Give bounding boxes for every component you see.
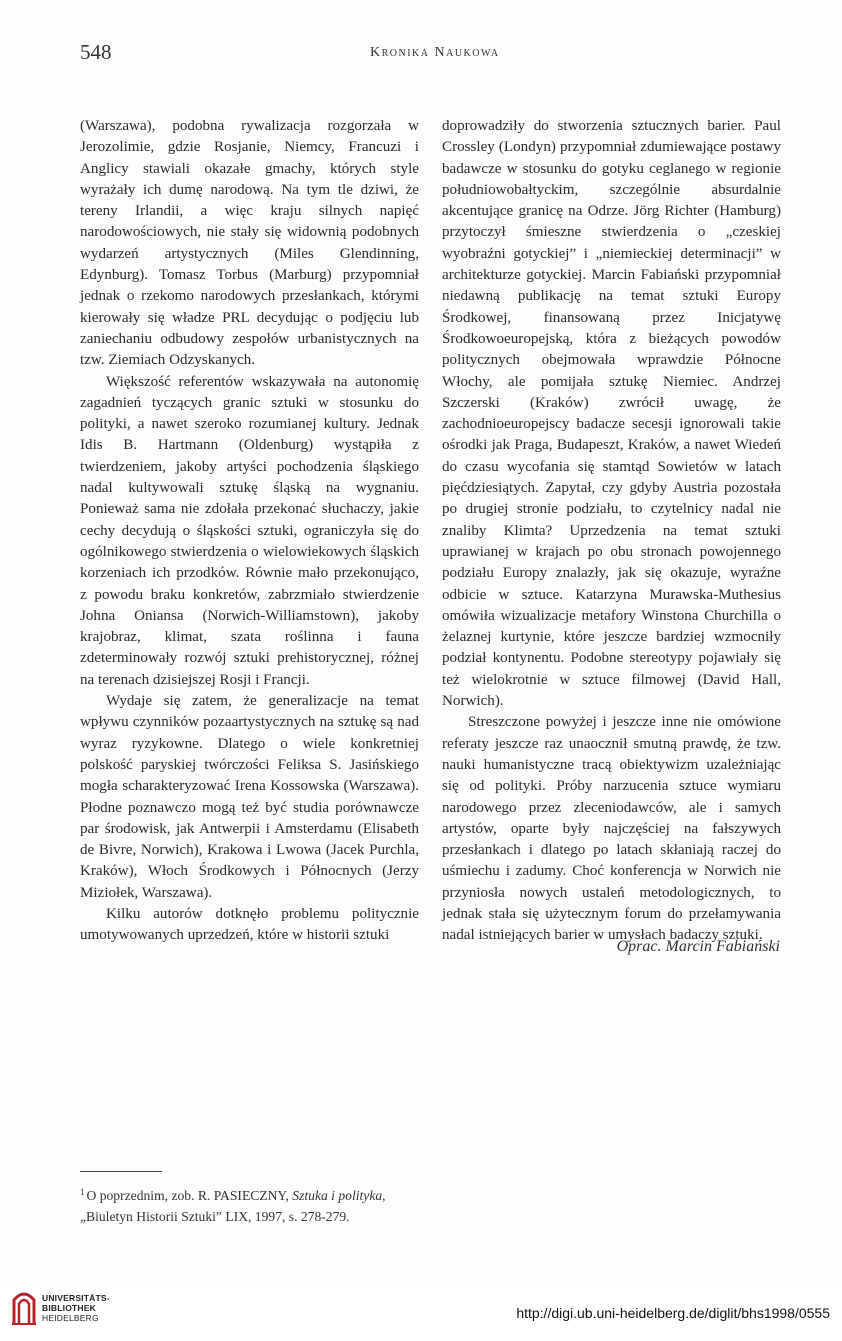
- right-column: [442, 116, 781, 947]
- library-logo[interactable]: [10, 1290, 120, 1330]
- paragraph: Streszczone powyżej i jeszcze inne nie omówione referaty jeszcze raz unaocznił smutną prawdę, że tzw. nauki humanistyczne tracą obiektywizm uzależniając się od polityki. Próby narzucenia sztuce wymiaru narodowego przez zleceniodawców, ale i samych artystów, oparte były najczęściej na fałszywych przesłankach i dlatego po latach skłaniają raczej do uśmiechu i zadumy. Choć konferencja w Norwich nie przyniosła nowych ustaleń metodologicznych, to jednak stała się użytecznym forum do przełamywania nadal istniejących barier w umysłach badaczy sztuki.: [442, 714, 781, 944]
- logo-line-1: UNIVERSITÄTS-: [42, 1293, 110, 1303]
- paragraph: (Warszawa), podobna rywalizacja rozgorzała w Jerozolimie, gdzie Rosjanie, Niemcy, Francuzi i Anglicy stawiali okazałe gmachy, których style wyrażały ich dumę narodową. Na tym tle dziwi, że tereny Irlandii, a więc kraju silnych napięć narodowościowych, nie stały się widownią podobnych wydarzeń artystycznych (Miles Glendinning, Edynburg). Tomasz Torbus (Marburg) przypomniał jednak o rzekomo narodowych przesłankach, którymi kierowały się władze PRL decydując o podjęciu lub zaniechaniu odbudowy zespołów urbanistycznych na tzw. Ziemiach Odzyskanych.: [80, 118, 419, 369]
- running-head: Kronika Naukowa: [370, 45, 500, 60]
- library-name: [42, 1293, 110, 1323]
- author-signature: Oprac. Marcin Fabiański: [616, 938, 780, 955]
- paragraph: Kilku autorów dotknęło problemu politycznie umotywowanych uprzedzeń, które w historii sztuki: [80, 905, 419, 944]
- page-number: 548: [80, 40, 112, 64]
- footnote: [80, 1182, 425, 1227]
- logo-line-3: HEIDELBERG: [42, 1313, 99, 1323]
- source-url-link[interactable]: http://digi.ub.uni-heidelberg.de/diglit/bhs1998/0555: [516, 1305, 830, 1321]
- paragraph: Większość referentów wskazywała na autonomię zagadnień tyczących granic sztuki w stosunku do polityki, a nawet szeroko rozumianej kultury. Jednak Idis B. Hartmann (Oldenburg) wystąpiła z twierdzeniem, jakoby artyści pochodzenia śląskiego nadal kultywowali sztukę śląską na wygnaniu. Ponieważ sama nie zdołała przekonać słuchaczy, jakie cechy decydują o śląskości sztuki, ograniczyła się do ogólnikowego stwierdzenia o wielowiekowych śląskich korzeniach ich przodków. Równie mało przekonująco, z powodu braku konkretów, zabrzmiało stwierdzenie Johna Oniansa (Norwich-Williamstown), jakoby krajobraz, klimat, szata roślinna i fauna zdeterminowały rozwój sztuki prehistorycznej, różnej na terenach dzisiejszej Rosji i Francji.: [80, 373, 419, 688]
- paragraph: Wydaje się zatem, że generalizacje na temat wpływu czynników pozaartystycznych na sztukę są nad wyraz ryzykowne. Dlatego o wiele konkretniej polskość paryskiej twórczości Feliksa S. Jasińskiego mogła scharakteryzować Irena Kossowska (Warszawa). Płodne poznawczo mogą też być studia porównawcze par środowisk, jak Antwerpii i Amsterdamu (Elisabeth de Bivre, Norwich), Krakowa i Lwowa (Jacek Purchla, Kraków), Włoch Środkowych i Północnych (Jerzy Miziołek, Warszawa).: [80, 693, 419, 901]
- library-seal-icon: [10, 1290, 38, 1326]
- footnote-title: Sztuka i polityka: [292, 1188, 383, 1203]
- footnote-text-end: , „Biuletyn Historii Sztuki” LIX, 1997, s. 278-279.: [80, 1188, 386, 1224]
- footnote-text: O poprzednim, zob. R. PASIECZNY,: [86, 1188, 293, 1203]
- footnote-marker: 1: [80, 1187, 85, 1197]
- footnote-divider: [80, 1171, 162, 1172]
- paragraph: doprowadziły do stworzenia sztucznych barier. Paul Crossley (Londyn) przypomniał zdumiewające postawy badawcze w stosunku do gotyku ceglanego w regionie południowobałtyckim, szczególnie absurdalnie akcentujące granicę na Odrze. Jörg Richter (Hamburg) przytoczył śmieszne stwierdzenia o „czeskiej wyobraźni gotyckiej” i „niemieckiej determinacji” w architekturze gotyckiej. Marcin Fabiański przypomniał niedawną publikację na temat sztuki Europy Środkowej, finansowaną przez Inicjatywę Środkowoeuropejską, która z bieżących powodów politycznych obejmowała wprawdzie Północne Włochy, ale pomijała sztukę Niemiec. Andrzej Szczerski (Kraków) zwrócił uwagę, że zachodnioeuropejscy badacze secesji ignorowali takie ośrodki jak Praga, Budapeszt, Kraków, a nawet Wiedeń do czasu wycofania się stamtąd Sowietów w latach pięćdziesiątych. Zapytał, czy gdyby Austria pozostała po drugiej stronie podziału, to czytelnicy nadal nie znaliby Klimta? Uprzedzenia na temat sztuki uprawianej w krajach po obu stronach powojennego podziału Europy znalazły, jak się okazuje, wyraźne odbicie w sztuce. Katarzyna Murawska-Muthesius omówiła wizualizacje metafory Winstona Churchilla o żelaznej kurtynie, które jeszcze bardziej wzmocniły podział kontynentu. Podobne stereotypy pojawiały się też wielokrotnie w sztuce filmowej (David Hall, Norwich).: [442, 118, 781, 710]
- left-column: [80, 116, 419, 947]
- logo-line-2: BIBLIOTHEK: [42, 1303, 96, 1313]
